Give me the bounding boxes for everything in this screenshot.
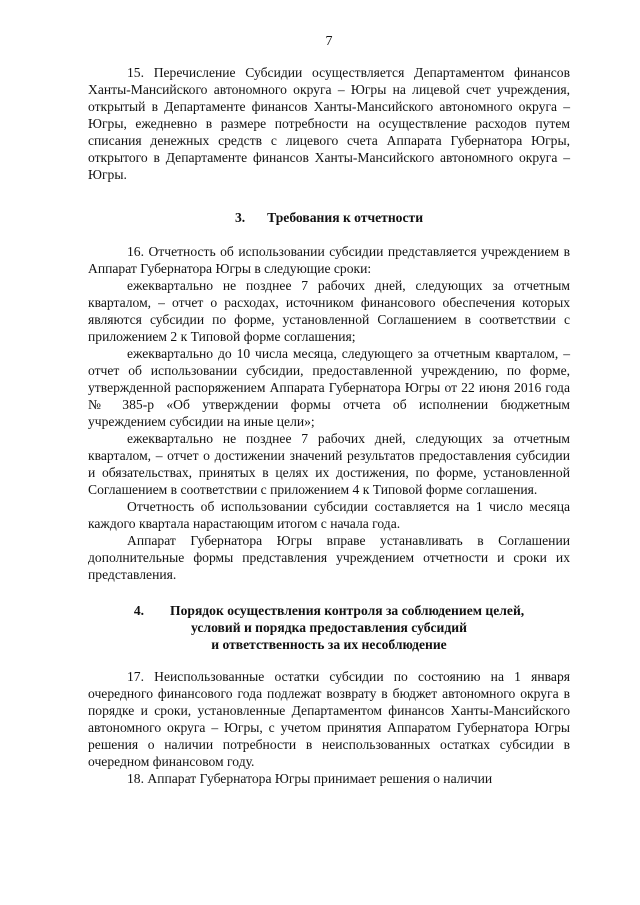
paragraph-17: 17. Неиспользованные остатки субсидии по состоянию на 1 января очередного финансового года подлежат возврату в бюджет автономного округа в порядке и сроки, установленные Департаментом финансов Ханты-Мансийского автономного округа – Югры, с учетом принятия Аппаратом Губернатора Югры решения о наличии потребности в неиспользованных остатках субсидии в очередном финансовом году. <box>88 669 570 769</box>
section-3-number: 3. <box>234 210 246 225</box>
reporting-item-usage: ежеквартально до 10 числа месяца, следующего за отчетным кварталом, – отчет об использовании субсидии, предоставленной учреждению, по форме, утвержденной распоряжением Аппарата Губернатора Югры от 22 июня 2016 года № 385-р «Об утверждении формы отчета об исполнении бюджетным учреждением субсидии на иные цели»; <box>88 346 570 429</box>
section-4-title-line-2: условий и порядка предоставления субсидий <box>191 620 467 635</box>
document-body <box>88 64 570 787</box>
document-page <box>88 0 570 905</box>
section-3-title: Требования к отчетности <box>267 210 424 225</box>
page-number: 7 <box>325 34 333 49</box>
paragraph-16: 16. Отчетность об использовании субсидии представляется учреждением в Аппарат Губернатора Югры в следующие сроки: <box>88 244 570 276</box>
reporting-item-expenses: ежеквартально не позднее 7 рабочих дней, следующих за отчетным кварталом, – отчет о расходах, источником финансового обеспечения которых являются субсидии по форме, установленной Соглашением в соответствии с приложением 2 к Типовой форме соглашения; <box>88 278 570 344</box>
reporting-basis: Отчетность об использовании субсидии составляется на 1 число месяца каждого квартала нарастающим итогом с начала года. <box>88 499 570 531</box>
section-4-number: 4. <box>133 603 145 618</box>
paragraph-15: 15. Перечисление Субсидии осуществляется Департаментом финансов Ханты-Мансийского автономного округа – Югры на лицевой счет учреждения, открытый в Департаменте финансов Ханты-Мансийского автономного округа – Югры, ежедневно в размере потребности на осуществление расходов путем списания денежных средств с лицевого счета Аппарата Губернатора Югры, открытого в Департаменте финансов Ханты-Мансийского автономного округа – Югры. <box>88 65 570 182</box>
section-4-title-line-3: и ответственность за их несоблюдение <box>211 637 447 652</box>
section-3-heading <box>88 209 570 226</box>
reporting-item-results: ежеквартально не позднее 7 рабочих дней, следующих за отчетным кварталом, – отчет о достижении значений результатов предоставления субсидии и обязательствах, принятых в целях их достижения, по форме, установленной Соглашением в соответствии с приложением 4 к Типовой форме соглашения. <box>88 431 570 497</box>
paragraph-18: 18. Аппарат Губернатора Югры принимает решения о наличии <box>127 771 493 786</box>
additional-forms: Аппарат Губернатора Югры вправе устанавливать в Соглашении дополнительные формы представления учреждением отчетности и сроки их представления. <box>88 533 570 582</box>
section-4-heading <box>88 602 570 653</box>
section-4-title-line-1: 4. Порядок осуществления контроля за соблюдением целей, <box>133 603 525 618</box>
